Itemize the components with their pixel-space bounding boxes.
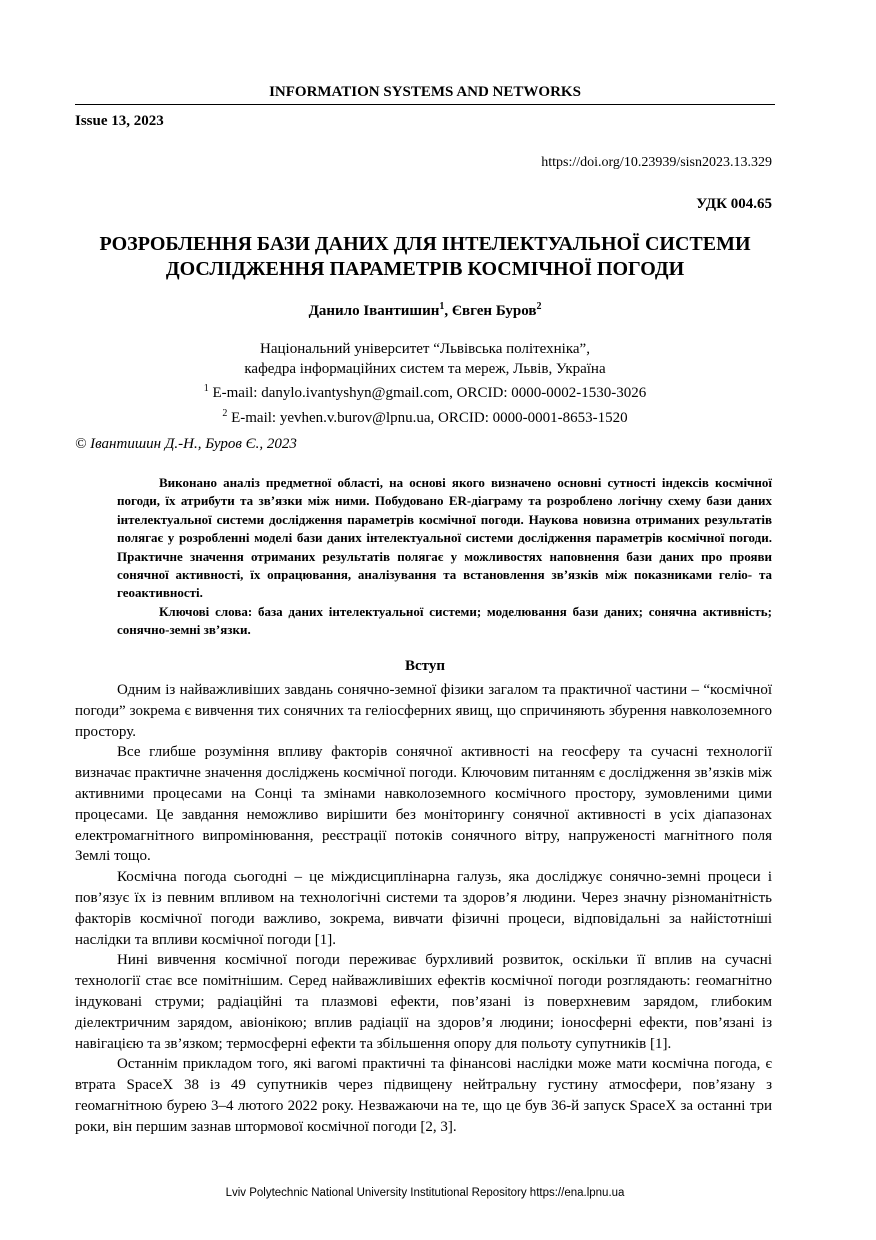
abstract-text: Виконано аналіз предметної області, на основі якого визначено основні сутності індексів космічної погоди, їх атрибути та зв’язки між ними. Побудовано ER-діаграму та розроблено логічну схему бази даних інтелектуальної системи дослідження параметрів космічної погоди. Наукова новизна отриманих результатів полягає у розробленні моделі бази даних інтелектуальної системи дослідження параметрів космічної погоди. Практичне значення отриманих результатів полягає у можливостях наповнення бази даних про прояви сонячної активності, їх опрацювання, аналізування та встановлення зв’язків між показниками геліо- та геоактивності. — [117, 475, 772, 601]
paragraph: Нині вивчення космічної погоди переживає бурхливий розвиток, оскільки її вплив на сучасні технології стає все помітнішим. Серед найважливіших ефектів космічної погоди розглядають: геомагнітно індуковані струми; радіаційні та плазмові ефекти, пов’язані із поверхневим зарядом, глибоким діелектричним зарядом, авіонікою; вплив радіації на здоров’я людини; іоносферні ефекти, пов’язані із навігацією та зв’язком; термосферні ефекти та збільшення опору для польоту супутників [1]. — [75, 952, 772, 1052]
author-separator: , — [444, 303, 452, 319]
affiliation-line-2: кафедра інформаційних систем та мереж, Львів, Україна — [244, 360, 606, 377]
email-line-2 — [75, 404, 775, 429]
authors — [75, 301, 775, 320]
journal-title: INFORMATION SYSTEMS AND NETWORKS — [269, 84, 581, 100]
issue-number: Issue 13, 2023 — [75, 113, 164, 129]
author-1-mark: 1 — [439, 301, 445, 312]
author-2-mark: 2 — [536, 301, 542, 312]
doi-link[interactable]: https://doi.org/10.23939/sisn2023.13.329 — [541, 155, 772, 170]
abstract — [117, 474, 772, 640]
email-2-mark: 2 — [222, 407, 228, 419]
affiliation — [75, 340, 775, 428]
keywords: Ключові слова: база даних інтелектуальної системи; моделювання бази даних; сонячна активність; сонячно-земні зв’язки. — [117, 603, 772, 638]
paragraph: Космічна погода сьогодні – це міждисциплінарна галузь, яка досліджує сонячно-земні процеси і пов’язує їх із певним впливом на технологічні системи та здоров’я людини. Через значну різноманітність факторів космічної погоди важливо, зокрема, вивчати фізичні процеси, відповідальні за найістотніші наслідки та впливи космічної погоди [1]. — [75, 869, 772, 948]
header-rule — [75, 104, 775, 105]
title-line-2: ДОСЛІДЖЕННЯ ПАРАМЕТРІВ КОСМІЧНОЇ ПОГОДИ — [165, 258, 685, 280]
title-line-1: РОЗРОБЛЕННЯ БАЗИ ДАНИХ ДЛЯ ІНТЕЛЕКТУАЛЬНОЇ СИСТЕМИ — [99, 233, 751, 255]
author-2: Євген Буров — [451, 303, 537, 319]
email-line-1 — [75, 379, 775, 404]
repository-footer: Lviv Polytechnic National University Institutional Repository https://ena.lpnu.ua — [225, 1187, 625, 1199]
paragraph: Одним із найважливіших завдань сонячно-земної фізики загалом та практичної частини – “космічної погоди” зокрема є вивчення тих сонячних та геліосферних явищ, що спричиняють збурення навколоземного простору. — [75, 682, 772, 740]
affiliation-line-1: Національний університет “Львівська політехніка”, — [260, 341, 590, 357]
email-1[interactable]: E-mail: danylo.ivantyshyn@gmail.com, ORCID: 0000-0002-1530-3026 — [208, 385, 647, 401]
introduction-body — [75, 680, 772, 1138]
article-title — [75, 232, 775, 282]
section-heading-introduction: Вступ — [405, 658, 445, 674]
email-2[interactable]: E-mail: yevhen.v.burov@lpnu.ua, ORCID: 0000-0001-8653-1520 — [227, 409, 628, 426]
email-1-mark: 1 — [203, 383, 209, 394]
udk-code: УДК 004.65 — [696, 196, 772, 212]
author-1: Данило Івантишин — [308, 303, 440, 319]
paragraph: Останнім прикладом того, які вагомі практичні та фінансові наслідки може мати космічна погода, є втрата SpaceX 38 із 49 супутників через підвищену нейтральну густину атмосфери, пов’язану з геомагнітною бурею 3–4 лютого 2022 року. Незважаючи на те, що це був 36-й запуск SpaceX за останні три роки, він першим зазнав штормової космічної погоди [2, 3]. — [75, 1056, 772, 1135]
copyright: © Івантишин Д.-Н., Буров Є., 2023 — [75, 436, 297, 452]
paragraph: Все глибше розуміння впливу факторів сонячної активності на геосферу та сучасні технології визначає практичне значення досліджень космічної погоди. Ключовим питанням є дослідження зв’язків між активними процесами на Сонці та змінами навколоземного космічного простору, зумовленими цими процесами. Це завдання неможливо вирішити без моніторингу сонячної активності в усіх діапазонах електромагнітного випромінювання, реєстрації потоків сонячного вітру, напруженості магнітного поля Землі тощо. — [75, 744, 772, 865]
